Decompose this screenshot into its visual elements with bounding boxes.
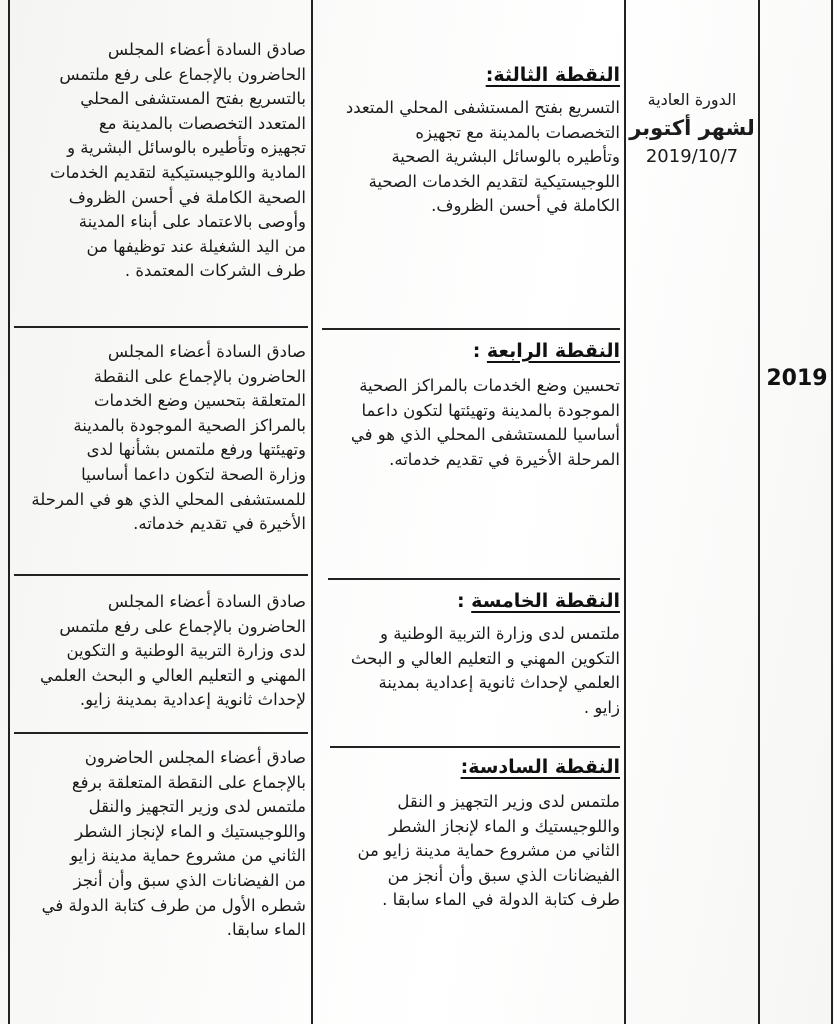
point-heading	[457, 590, 620, 612]
text-line: وأوصى بالاعتماد على أبناء المدينة	[78, 212, 306, 232]
text-line: المادية واللوجيستيكية لتقديم الخدمات	[50, 162, 306, 182]
table-border-col2	[624, 0, 626, 1024]
text-line: واللوجيستيك و الماء لإنجاز الشطر	[75, 821, 306, 841]
decision-separator	[14, 326, 308, 328]
text-line: الحاضرون بالإجماع على رفع ملتمس	[59, 64, 306, 84]
text-line: من الفيضانات الذي سبق وأن أنجز	[73, 870, 306, 890]
text-line: ملتمس لدى وزير التجهيز والنقل	[88, 797, 306, 817]
text-line: وتهيئتها ورفع ملتمس بشأنها لدى	[86, 440, 306, 460]
point-separator	[330, 746, 620, 748]
text-line: صادق السادة أعضاء المجلس	[107, 40, 306, 59]
text-line: بالتسريع بفتح المستشفى المحلي	[80, 89, 306, 109]
text-line: صادق السادة أعضاء المجلس	[107, 342, 306, 361]
decision-text	[50, 38, 306, 284]
text-line: التسريع بفتح المستشفى المحلي المتعدد	[345, 98, 620, 117]
text-line: تحسين وضع الخدمات بالمراكز الصحية	[359, 376, 620, 395]
decision-text	[42, 746, 306, 943]
point-text	[351, 374, 620, 472]
text-line: الثاني من مشروع حماية مدينة زايو من	[357, 841, 620, 861]
text-line: المهني و التعليم العالي و البحث العلمي	[39, 665, 306, 685]
table-border-right	[831, 0, 833, 1024]
session-type: الدورة العادية	[647, 90, 737, 109]
text-line: للمستشفى المحلي الذي هو في المرحلة	[31, 489, 306, 509]
point-separator	[322, 328, 620, 330]
point-heading	[486, 64, 620, 86]
text-line: وتأطيره بالوسائل البشرية الصحية	[391, 147, 620, 167]
text-line: المتعلقة بتحسين وضع الخدمات	[93, 391, 306, 411]
text-line: الكاملة في أحسن الظروف.	[431, 196, 620, 216]
point-text	[346, 96, 620, 219]
text-line: اللوجيستيكية لتقديم الخدمات الصحية	[368, 171, 620, 191]
text-line: المرحلة الأخيرة في تقديم خدماته.	[389, 449, 620, 469]
point-heading	[473, 340, 620, 362]
text-line: من اليد الشغيلة عند توظيفها من	[86, 236, 306, 256]
session-cell	[628, 88, 756, 170]
text-line: طرف كتابة الدولة في الماء سابقا .	[382, 890, 620, 910]
decision-text	[31, 340, 306, 537]
text-line: الصحية الكاملة في أحسن الظروف	[68, 187, 306, 207]
text-line: الحاضرون بالإجماع على رفع ملتمس	[59, 616, 306, 636]
text-line: الفيضانات الذي سبق وأن أنجز من	[387, 865, 620, 885]
point-title: النقطة الثالثة:	[485, 64, 620, 86]
decision-separator	[14, 732, 308, 734]
point-title: النقطة الرابعة	[486, 340, 620, 362]
year-cell: 2019	[766, 366, 828, 391]
text-line: الحاضرون بالإجماع على النقطة	[93, 366, 306, 386]
text-line: واللوجيستيك و الماء لإنجاز الشطر	[389, 816, 620, 836]
point-title: النقطة الخامسة	[471, 590, 620, 612]
text-line: التخصصات بالمدينة مع تجهيزه	[415, 122, 620, 142]
text-line: لإحداث ثانوية إعدادية بمدينة زايو.	[79, 690, 306, 710]
text-line: زايو .	[583, 697, 620, 717]
text-line: الأخيرة في تقديم خدماته.	[133, 514, 306, 534]
text-line: تجهيزه وتأطيره بالوسائل البشرية و	[67, 138, 306, 158]
text-line: صادق السادة أعضاء المجلس	[107, 592, 306, 611]
text-line: شطره الأول من طرف كتابة الدولة في	[41, 895, 306, 915]
text-line: لدى وزارة التربية الوطنية و التكوين	[66, 641, 306, 661]
decision-text	[40, 590, 306, 713]
text-line: الماء سابقا.	[226, 920, 306, 940]
point-title-suffix: :	[472, 340, 487, 362]
text-line: بالمراكز الصحية الموجودة بالمدينة	[73, 415, 306, 435]
text-line: التكوين المهني و التعليم العالي و البحث	[350, 648, 620, 668]
text-line: أساسيا للمستشفى المحلي الذي هو في	[350, 425, 620, 445]
session-date: 2019/10/7	[645, 146, 739, 167]
point-text	[351, 622, 620, 720]
decision-separator	[14, 574, 308, 576]
point-title: النقطة السادسة:	[460, 756, 620, 778]
point-separator	[328, 578, 620, 580]
point-heading	[461, 756, 620, 778]
point-text	[358, 790, 621, 913]
text-line: طرف الشركات المعتمدة .	[124, 261, 306, 281]
text-line: صادق أعضاء المجلس الحاضرون	[84, 748, 306, 767]
table-border-col3	[758, 0, 760, 1024]
text-line: ملتمس لدى وزير التجهيز و النقل	[397, 792, 620, 811]
table-border-col1	[311, 0, 313, 1024]
session-month: لشهر أكتوبر	[629, 116, 755, 140]
point-title-suffix: :	[456, 590, 472, 612]
text-line: بالإجماع على النقطة المتعلقة برفع	[71, 772, 306, 792]
text-line: وزارة الصحة لتكون داعما أساسيا	[81, 464, 306, 484]
text-line: المتعدد التخصصات بالمدينة مع	[98, 113, 306, 133]
text-line: الموجودة بالمدينة وتهيئتها لتكون داعما	[361, 400, 620, 420]
table-border-left	[8, 0, 10, 1024]
text-line: الثاني من مشروع حماية مدينة زايو	[70, 846, 306, 866]
text-line: العلمي لإحداث ثانوية إعدادية بمدينة	[378, 673, 620, 693]
text-line: ملتمس لدى وزارة التربية الوطنية و	[380, 624, 620, 643]
